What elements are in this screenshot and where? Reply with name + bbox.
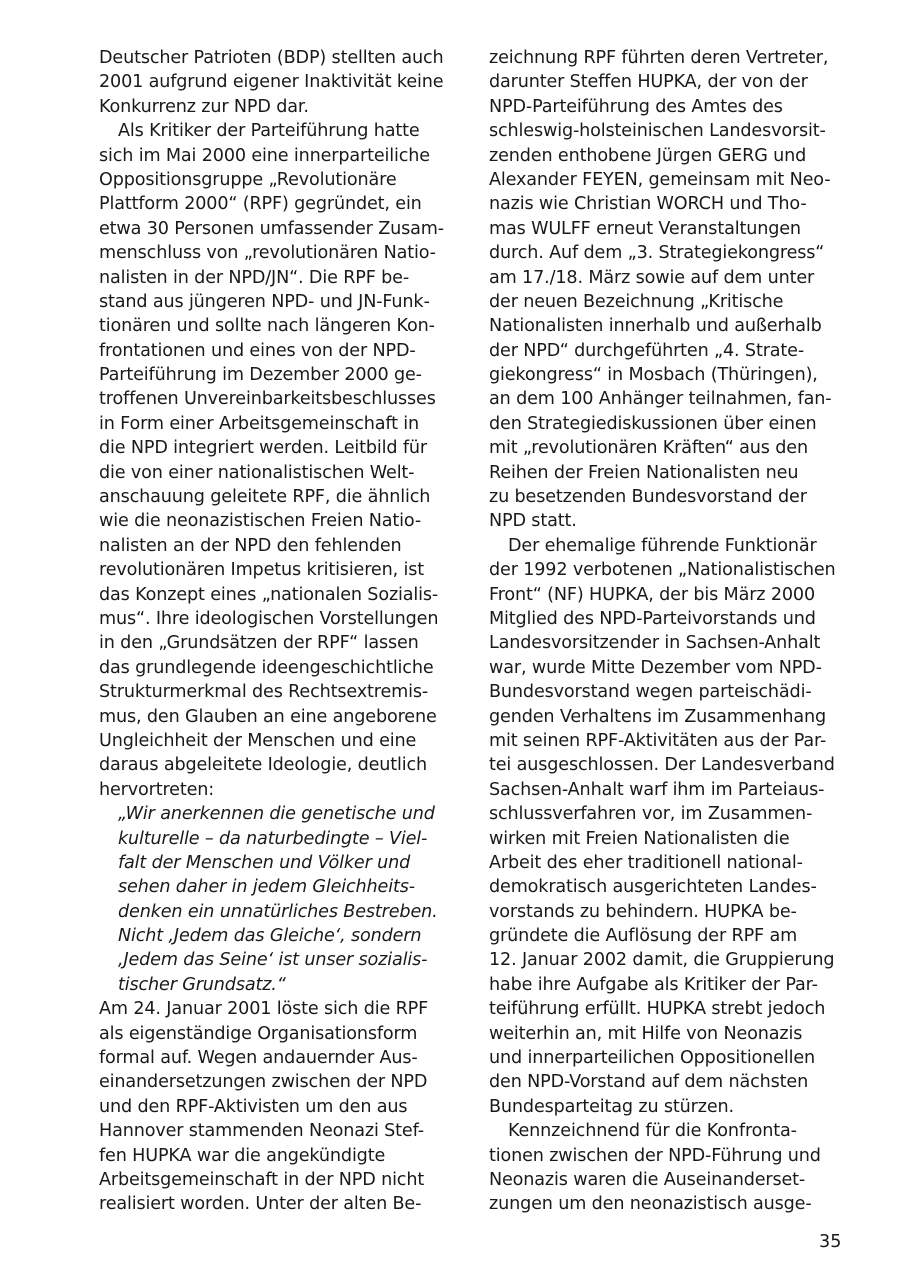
text-line: nalisten in der NPD/JN“. Die RPF be- [99, 267, 410, 288]
text-line: an dem 100 Anhänger teilnahmen, fan- [489, 389, 832, 410]
text-line: 12. Januar 2002 damit, die Gruppierung [489, 950, 835, 971]
quote-line: Nicht ‚Jedem das Gleiche‘, sondern [118, 926, 422, 947]
text-line: tei ausgeschlossen. Der Landesverband [489, 755, 835, 776]
text-line: mus, den Glauben an eine angeborene [99, 706, 437, 727]
text-line: Landesvorsitzender in Sachsen-Anhalt [489, 633, 821, 654]
text-line: den Strategiediskussionen über einen [489, 413, 817, 434]
text-line: in Form einer Arbeitsgemeinschaft in [99, 413, 420, 434]
text-line: anschauung geleitete RPF, die ähnlich [99, 487, 431, 508]
text-line: Am 24. Januar 2001 löste sich die RPF [99, 999, 429, 1020]
text-line: tionären und sollte nach längeren Kon- [99, 316, 435, 337]
text-line: Der ehemalige führende Funktionär [508, 535, 817, 556]
text-line: und den RPF-Aktivisten um den aus [99, 1096, 408, 1117]
text-line: am 17./18. März sowie auf dem unter [489, 267, 815, 288]
left-text-column [99, 46, 459, 1217]
quote-line: kulturelle – da naturbedingte – Viel- [118, 828, 428, 849]
text-line: demokratisch ausgerichteten Landes- [489, 877, 817, 898]
quote-line: sehen daher in jedem Gleichheits- [118, 877, 415, 898]
text-line: mit „revolutionären Kräften“ aus den [489, 438, 808, 459]
text-line: Arbeit des eher traditionell national- [489, 852, 803, 873]
text-line: als eigenständige Organisationsform [99, 1023, 418, 1044]
text-line: weiterhin an, mit Hilfe von Neonazis [489, 1023, 803, 1044]
text-line: wirken mit Freien Nationalisten die [489, 828, 790, 849]
text-line: tionen zwischen der NPD-Führung und [489, 1145, 821, 1166]
text-line: Nationalisten innerhalb und außerhalb [489, 316, 822, 337]
text-line: Front“ (NF) HUPKA, der bis März 2000 [489, 584, 816, 605]
text-line: in den „Grundsätzen der RPF“ lassen [99, 633, 419, 654]
text-line: schlussverfahren vor, im Zusammen- [489, 804, 813, 825]
text-line: Oppositionsgruppe „Revolutionäre [99, 169, 397, 190]
text-line: hervortreten: [99, 779, 215, 800]
text-line: realisiert worden. Unter der alten Be- [99, 1194, 422, 1215]
quote-line: denken ein unnatürliches Bestreben. [118, 901, 438, 922]
text-line: NPD-Parteiführung des Amtes des [489, 96, 783, 117]
text-line: zeichnung RPF führten deren Vertreter, [489, 48, 829, 68]
text-line: zungen um den neonazistisch ausge- [489, 1194, 812, 1215]
text-line: Hannover stammenden Neonazi Stef- [99, 1121, 424, 1142]
quote-line: tischer Grundsatz.“ [118, 974, 286, 995]
text-line: Bundesparteitag zu stürzen. [489, 1096, 734, 1117]
text-line: das Konzept eines „nationalen Sozialis- [99, 584, 439, 605]
text-line: Alexander FEYEN, gemeinsam mit Neo- [489, 169, 831, 190]
quote-line: falt der Menschen und Völker und [118, 852, 411, 873]
text-line: schleswig-holsteinischen Landesvorsit- [489, 121, 826, 142]
text-line: Als Kritiker der Parteiführung hatte [118, 121, 420, 142]
text-line: giekongress“ in Mosbach (Thüringen), [489, 365, 818, 386]
text-line: Parteiführung im Dezember 2000 ge- [99, 365, 422, 386]
text-line: nalisten an der NPD den fehlenden [99, 535, 402, 556]
text-line: die von einer nationalistischen Welt- [99, 462, 415, 483]
text-line: Mitglied des NPD-Parteivorstands und [489, 608, 816, 629]
text-line: den NPD-Vorstand auf dem nächsten [489, 1072, 809, 1093]
text-line: formal auf. Wegen andauernder Aus- [99, 1048, 418, 1069]
text-line: und innerparteilichen Oppositionellen [489, 1048, 815, 1069]
text-line: der NPD“ durchgeführten „4. Strate- [489, 340, 805, 361]
text-line: das grundlegende ideengeschichtliche [99, 657, 434, 678]
text-line: darunter Steffen HUPKA, der von der [489, 72, 808, 93]
text-line: daraus abgeleitete Ideologie, deutlich [99, 755, 428, 776]
text-line: zenden enthobene Jürgen GERG und [489, 145, 807, 166]
text-line: troffenen Unvereinbarkeitsbeschlusses [99, 389, 436, 410]
text-line: Strukturmerkmal des Rechtsextremis- [99, 682, 429, 703]
text-line: Arbeitsgemeinschaft in der NPD nicht [99, 1169, 425, 1190]
text-line: fen HUPKA war die angekündigte [99, 1145, 386, 1166]
text-line: Reihen der Freien Nationalisten neu [489, 462, 799, 483]
quote-line: ‚Jedem das Seine‘ ist unser sozialis- [118, 950, 428, 971]
text-line: revolutionären Impetus kritisieren, ist [99, 560, 424, 581]
text-line: der neuen Bezeichnung „Kritische [489, 291, 784, 312]
text-line: sich im Mai 2000 eine innerparteiliche [99, 145, 430, 166]
text-line: war, wurde Mitte Dezember vom NPD- [489, 657, 822, 678]
text-line: 2001 aufgrund eigener Inaktivität keine [99, 72, 444, 93]
text-line: Deutscher Patrioten (BDP) stellten auch [99, 48, 444, 68]
text-line: der 1992 verbotenen „Nationalistischen [489, 560, 836, 581]
text-line: zu besetzenden Bundesvorstand der [489, 487, 807, 508]
quote-line: „Wir anerkennen die genetische und [118, 804, 435, 825]
text-line: etwa 30 Personen umfassender Zusam- [99, 218, 444, 239]
text-line: Ungleichheit der Menschen und eine [99, 730, 417, 751]
text-line: einandersetzungen zwischen der NPD [99, 1072, 428, 1093]
text-line: NPD statt. [489, 511, 577, 532]
text-line: mus“. Ihre ideologischen Vorstellungen [99, 608, 439, 629]
text-line: mit seinen RPF-Aktivitäten aus der Par- [489, 730, 827, 751]
text-line: die NPD integriert werden. Leitbild für [99, 438, 427, 459]
text-line: mas WULFF erneut Veranstaltungen [489, 218, 801, 239]
text-line: nazis wie Christian WORCH und Tho- [489, 194, 807, 215]
text-line: wie die neonazistischen Freien Natio- [99, 511, 422, 532]
text-line: gründete die Auflösung der RPF am [489, 926, 798, 947]
text-line: genden Verhaltens im Zusammenhang [489, 706, 827, 727]
text-line: Neonazis waren die Auseinanderset- [489, 1169, 806, 1190]
text-line: Konkurrenz zur NPD dar. [99, 96, 309, 117]
text-line: Bundesvorstand wegen parteischädi- [489, 682, 812, 703]
text-line: durch. Auf dem „3. Strategiekongress“ [489, 243, 825, 264]
text-line: menschluss von „revolutionären Natio- [99, 243, 436, 264]
text-line: Sachsen-Anhalt warf ihm im Parteiaus- [489, 779, 825, 800]
page-number: 35 [819, 1232, 842, 1252]
right-text-column [489, 46, 849, 1217]
text-line: stand aus jüngeren NPD- und JN-Funk- [99, 291, 430, 312]
text-line: Plattform 2000“ (RPF) gegründet, ein [99, 194, 422, 215]
text-line: Kennzeichnend für die Konfronta- [508, 1121, 797, 1142]
text-line: frontationen und eines von der NPD- [99, 340, 416, 361]
text-line: teiführung erfüllt. HUPKA strebt jedoch [489, 999, 826, 1020]
text-line: habe ihre Aufgabe als Kritiker der Par- [489, 974, 818, 995]
text-line: vorstands zu behindern. HUPKA be- [489, 901, 797, 922]
